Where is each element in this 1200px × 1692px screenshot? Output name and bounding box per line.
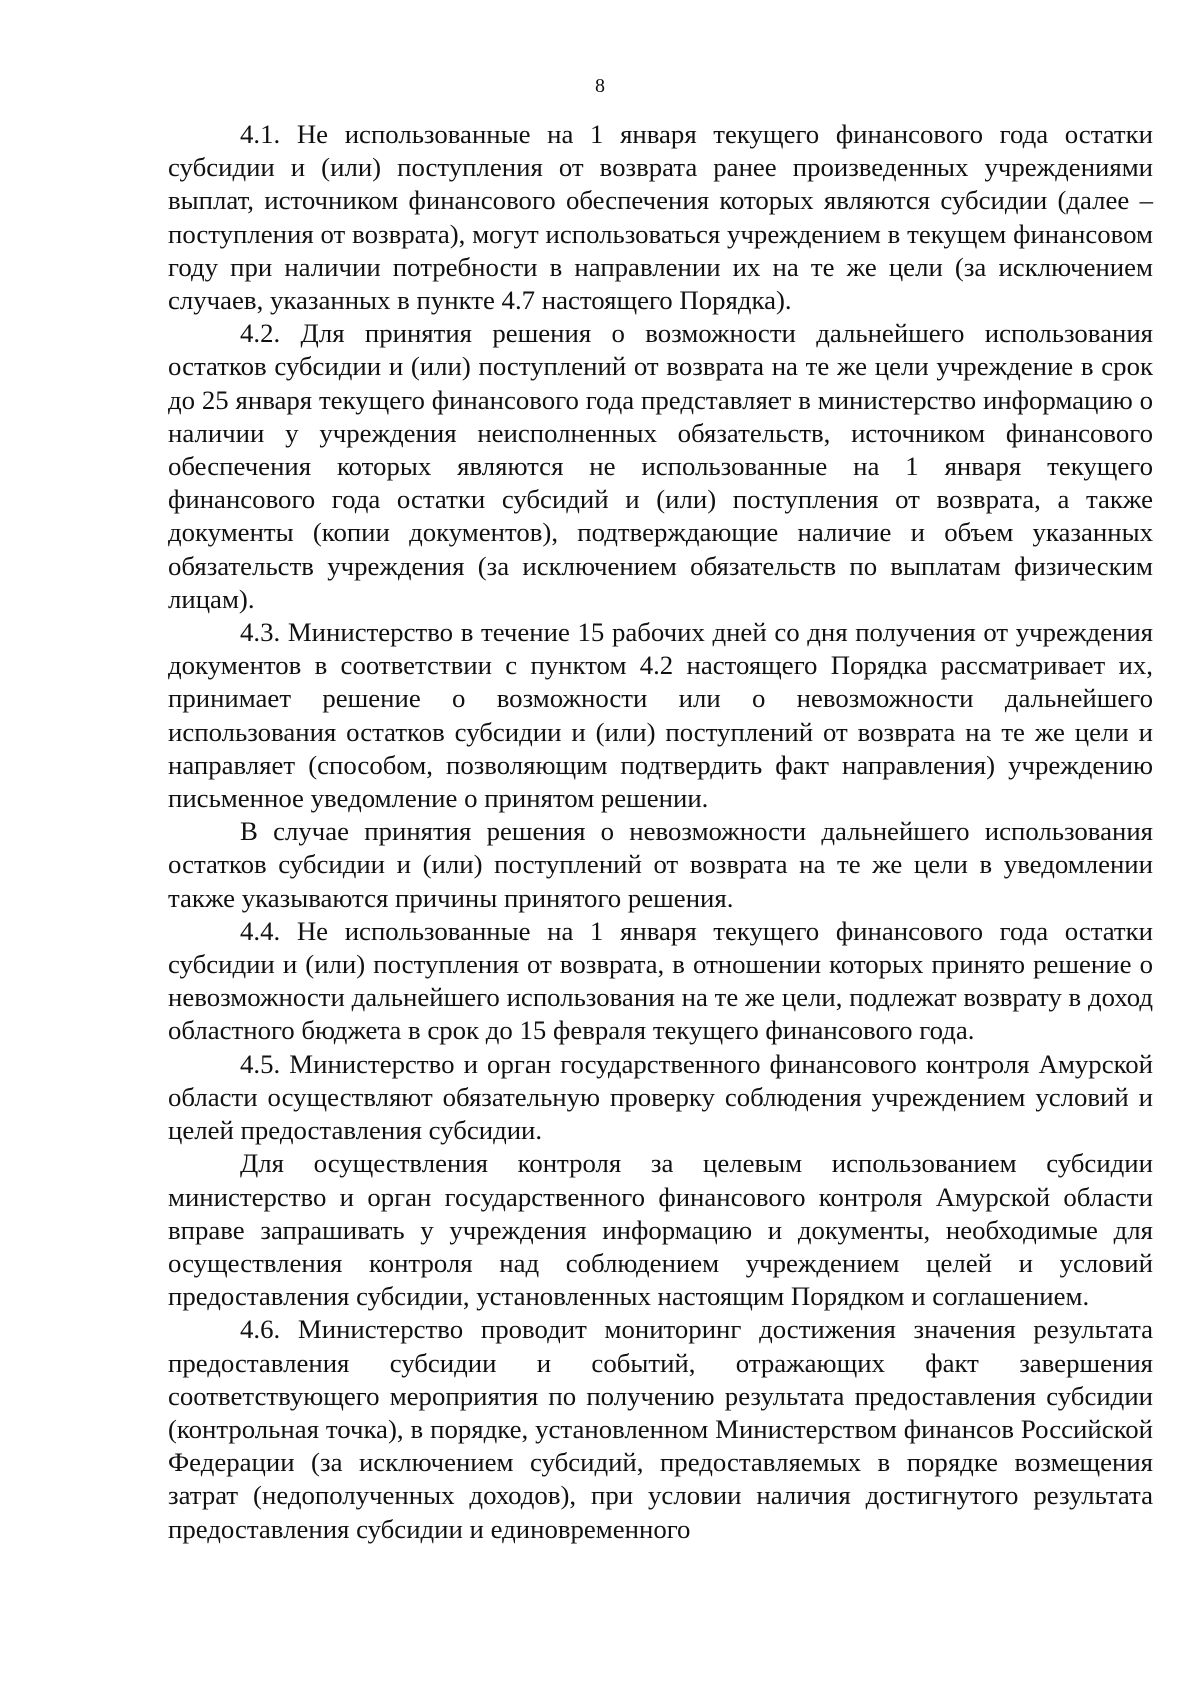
paragraph-4-5: 4.5. Министерство и орган государственного финансового контроля Амурской области осуществляют обязательную проверку соблюдения учреждением условий и целей предоставления субсидии. [168, 1048, 1153, 1146]
paragraph-4-3-refusal-case: В случае принятия решения о невозможности дальнейшего использования остатков субсидии и (или) поступлений от возврата на те же цели в уведомлении также указываются причины принятого решения. [168, 816, 1153, 913]
paragraph-4-5-control: Для осуществления контроля за целевым использованием субсидии министерство и орган государственного финансового контроля Амурской области вправе запрашивать у учреждения информацию и документы, необходимые для осуществления контроля над соблюдением учреждением целей и условий предоставления субсидии, установленных настоящим Порядком и соглашением. [168, 1148, 1153, 1312]
document-body [168, 118, 1153, 1546]
page-number: 8 [595, 75, 605, 97]
paragraph-4-6: 4.6. Министерство проводит мониторинг достижения значения результата предоставления субсидии и событий, отражающих факт завершения соответствующего мероприятия по получению результата предоставления субсидии (контрольная точка), в порядке, установленном Министерством финансов Российской Федерации (за исключением субсидий, предоставляемых в порядке возмещения затрат (недополученных доходов), при условии наличия достигнутого результата предоставления субсидии и единовременного [168, 1314, 1153, 1544]
paragraph-4-3: 4.3. Министерство в течение 15 рабочих дней со дня получения от учреждения документов в соответствии с пунктом 4.2 настоящего Порядка рассматривает их, принимает решение о возможности или о невозможности дальнейшего использования остатков субсидии и (или) поступлений от возврата на те же цели и направляет (способом, позволяющим подтвердить факт направления) учреждению письменное уведомление о принятом решении. [168, 617, 1153, 814]
paragraph-4-2: 4.2. Для принятия решения о возможности дальнейшего использования остатков субсидии и (или) поступлений от возврата на те же цели учреждение в срок до 25 января текущего финансового года представляет в министерство информацию о наличии у учреждения неисполненных обязательств, источником финансового обеспечения которых являются не использованные на 1 января текущего финансового года остатки субсидий и (или) поступления от возврата, а также документы (копии документов), подтверждающие наличие и объем указанных обязательств учреждения (за исключением обязательств по выплатам физическим лицам). [168, 318, 1153, 614]
paragraph-4-4: 4.4. Не использованные на 1 января текущего финансового года остатки субсидии и (или) поступления от возврата, в отношении которых принято решение о невозможности дальнейшего использования на те же цели, подлежат возврату в доход областного бюджета в срок до 15 февраля текущего финансового года. [168, 915, 1153, 1046]
paragraph-4-1: 4.1. Не использованные на 1 января текущего финансового года остатки субсидии и (или) поступления от возврата ранее произведенных учреждениями выплат, источником финансового обеспечения которых являются субсидии (далее – поступления от возврата), могут использоваться учреждением в текущем финансовом году при наличии потребности в направлении их на те же цели (за исключением случаев, указанных в пункте 4.7 настоящего Порядка). [168, 119, 1153, 316]
